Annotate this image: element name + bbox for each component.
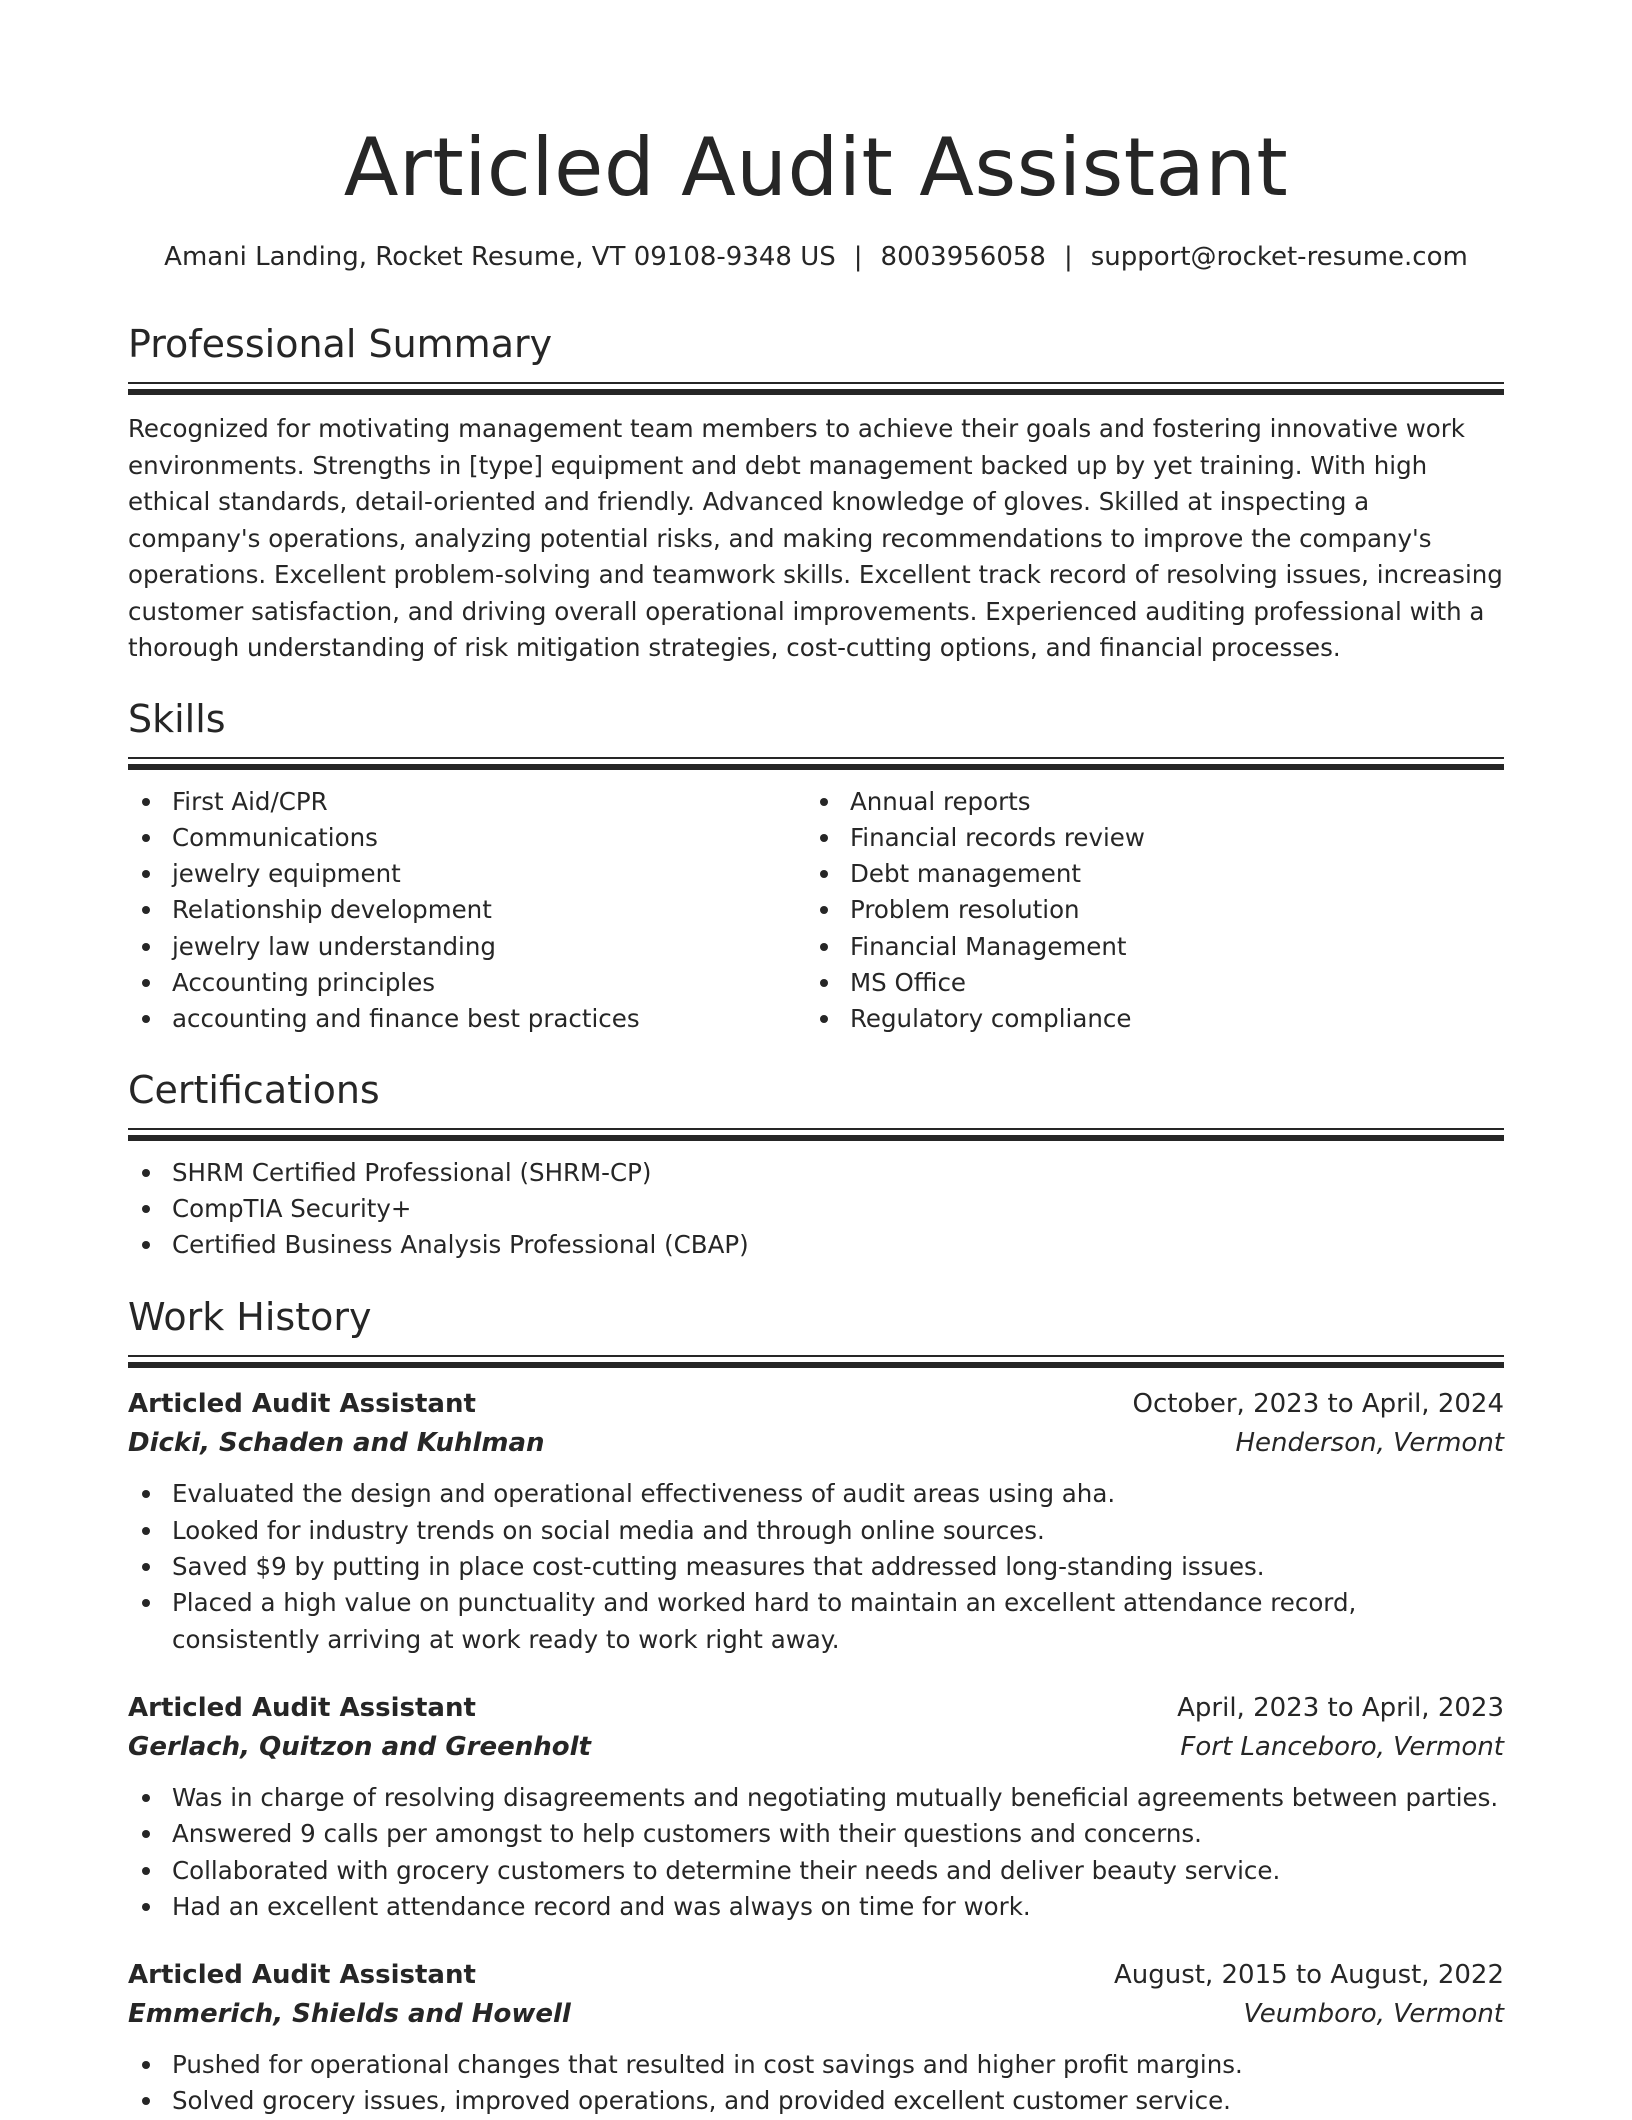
skill-item <box>806 892 1484 928</box>
job-subheader <box>128 1995 1504 2033</box>
job-header <box>128 1384 1504 1424</box>
bullet-icon <box>142 870 150 878</box>
skills-section <box>128 695 1504 1038</box>
skill-item <box>128 1001 806 1037</box>
job-bullet <box>128 1549 1504 1585</box>
contact-line <box>128 240 1504 274</box>
job-bullet <box>128 1476 1504 1512</box>
bullet-icon <box>820 906 828 914</box>
bullet-icon <box>142 2061 150 2069</box>
skill-item <box>128 820 806 856</box>
bullet-icon <box>820 1015 828 1023</box>
skill-item-text: jewelry equipment <box>172 859 401 889</box>
skill-item-text: Debt management <box>850 859 1082 889</box>
skill-item <box>128 892 806 928</box>
work-history-section <box>128 1293 1504 2119</box>
job-bullet-text: Pushed for operational changes that resulted in cost savings and higher profit margins. <box>172 2050 1243 2080</box>
job-dates: October, 2023 to April, 2024 <box>1132 1389 1504 1420</box>
job-location: Veumboro, Vermont <box>1243 1999 1504 2030</box>
job-header <box>128 1955 1504 1995</box>
job-title: Articled Audit Assistant <box>128 1389 476 1420</box>
skill-item-text: Annual reports <box>850 786 1031 816</box>
job-bullet-text: Had an excellent attendance record and was always on time for work. <box>172 1891 1031 1921</box>
resume-title: Articled Audit Assistant <box>343 121 1289 214</box>
bullet-icon <box>820 870 828 878</box>
job-location: Fort Lanceboro, Vermont <box>1180 1731 1504 1762</box>
bullet-icon <box>820 943 828 951</box>
job-bullet-list <box>128 1476 1504 1657</box>
contact-address: Amani Landing, Rocket Resume, VT 09108-9348 US <box>164 242 836 272</box>
certification-item <box>128 1227 1504 1263</box>
summary-section <box>128 320 1504 667</box>
skill-item-text: Communications <box>172 822 378 852</box>
skill-item <box>128 856 806 892</box>
job-title: Articled Audit Assistant <box>128 1692 476 1723</box>
skill-item <box>128 929 806 965</box>
skill-item-text: jewelry law understanding <box>172 931 496 961</box>
bullet-icon <box>142 979 150 987</box>
job-dates: April, 2023 to April, 2023 <box>1177 1692 1504 1723</box>
job-title: Articled Audit Assistant <box>128 1960 476 1991</box>
skill-item <box>128 784 806 820</box>
summary-heading: Professional Summary <box>128 322 553 366</box>
skill-item <box>128 965 806 1001</box>
skill-item <box>806 1001 1484 1037</box>
skill-item-text: Financial Management <box>850 931 1127 961</box>
bullet-icon <box>142 1599 150 1607</box>
section-divider <box>128 757 1504 770</box>
job-bullet <box>128 1513 1504 1549</box>
job-bullet <box>128 2047 1504 2083</box>
work-history-list <box>128 1384 1504 2119</box>
skills-grid <box>128 784 1504 1038</box>
certification-item-text: SHRM Certified Professional (SHRM-CP) <box>172 1157 652 1187</box>
skill-item <box>806 965 1484 1001</box>
bullet-icon <box>142 1527 150 1535</box>
job-subheader <box>128 1728 1504 1766</box>
job-header <box>128 1688 1504 1728</box>
bullet-icon <box>142 1903 150 1911</box>
job-company: Gerlach, Quitzon and Greenholt <box>128 1731 591 1762</box>
bullet-icon <box>142 798 150 806</box>
skill-item-text: First Aid/CPR <box>172 786 328 816</box>
work-history-heading: Work History <box>128 1295 372 1340</box>
job-bullet <box>128 1853 1504 1889</box>
certifications-section <box>128 1066 1504 1264</box>
skills-column-left <box>128 784 806 1038</box>
job-subheader <box>128 1424 1504 1462</box>
job-bullet-text: Looked for industry trends on social media and through online sources. <box>172 1515 1045 1545</box>
summary-text: Recognized for motivating management team members to achieve their goals and fostering innovative work environments. Strengths in [type] equipment and debt management backed up by yet training. With high ethical standards, detail-oriented and friendly. Advanced knowledge of gloves. Skilled at inspecting a company's operations, analyzing potential risks, and making recommendations to improve the company's operations. Excellent problem-solving and teamwork skills. Excellent track record of resolving issues, increasing customer satisfaction, and driving overall operational improvements. Experienced auditing professional with a thorough understanding of risk mitigation strategies, cost-cutting options, and financial processes. <box>128 414 1503 662</box>
job-bullet <box>128 2083 1504 2119</box>
section-divider <box>128 382 1504 395</box>
contact-separator: | <box>853 242 863 272</box>
bullet-icon <box>142 906 150 914</box>
skill-item <box>806 820 1484 856</box>
job-bullet <box>128 1780 1504 1816</box>
job-bullet <box>128 1585 1504 1658</box>
bullet-icon <box>820 979 828 987</box>
skill-item <box>806 929 1484 965</box>
bullet-icon <box>142 1867 150 1875</box>
job-bullet-text: Solved grocery issues, improved operations, and provided excellent customer service. <box>172 2086 1231 2116</box>
certification-item-text: CompTIA Security+ <box>172 1193 412 1223</box>
bullet-icon <box>142 1205 150 1213</box>
bullet-icon <box>142 1563 150 1571</box>
contact-separator: | <box>1063 242 1073 272</box>
skills-list-right <box>806 784 1484 1038</box>
certifications-heading: Certifications <box>128 1067 380 1112</box>
job-company: Emmerich, Shields and Howell <box>128 1999 571 2030</box>
job-company: Dicki, Schaden and Kuhlman <box>128 1428 545 1459</box>
skill-item-text: Accounting principles <box>172 967 436 997</box>
skill-item-text: accounting and finance best practices <box>172 1004 640 1034</box>
job-bullet <box>128 1889 1504 1925</box>
contact-phone: 8003956058 <box>880 242 1046 272</box>
bullet-icon <box>142 1794 150 1802</box>
skill-item <box>806 856 1484 892</box>
bullet-icon <box>142 1241 150 1249</box>
contact-email: support@rocket-resume.com <box>1090 242 1468 272</box>
bullet-icon <box>142 1490 150 1498</box>
job-bullet-text: Collaborated with grocery customers to determine their needs and deliver beauty service. <box>172 1855 1281 1885</box>
skill-item-text: Problem resolution <box>850 895 1080 925</box>
skill-item <box>806 784 1484 820</box>
bullet-icon <box>820 834 828 842</box>
section-divider <box>128 1128 1504 1141</box>
certification-item <box>128 1191 1504 1227</box>
section-divider <box>128 1355 1504 1368</box>
job-entry <box>128 1384 1504 1657</box>
job-entry <box>128 1688 1504 1925</box>
skill-item-text: MS Office <box>850 967 966 997</box>
job-bullet-text: Evaluated the design and operational effectiveness of audit areas using aha. <box>172 1479 1116 1509</box>
skills-column-right <box>806 784 1484 1038</box>
job-bullet-text: Answered 9 calls per amongst to help customers with their questions and concerns. <box>172 1819 1202 1849</box>
bullet-icon <box>142 834 150 842</box>
skills-heading: Skills <box>128 696 226 741</box>
skill-item-text: Relationship development <box>172 895 492 925</box>
certification-item-text: Certified Business Analysis Professional (CBAP) <box>172 1230 749 1260</box>
job-bullet-text: Placed a high value on punctuality and worked hard to maintain an excellent attendance record, consistently arriving at work ready to work right away. <box>172 1588 1357 1654</box>
certification-item <box>128 1155 1504 1191</box>
bullet-icon <box>142 943 150 951</box>
job-location: Henderson, Vermont <box>1235 1428 1504 1459</box>
job-bullet-list <box>128 1780 1504 1925</box>
bullet-icon <box>142 2097 150 2105</box>
bullet-icon <box>142 1015 150 1023</box>
job-bullet <box>128 1816 1504 1852</box>
bullet-icon <box>142 1169 150 1177</box>
resume-page <box>128 0 1504 2120</box>
bullet-icon <box>142 1830 150 1838</box>
job-dates: August, 2015 to August, 2022 <box>1114 1960 1504 1991</box>
job-bullet-text: Saved $9 by putting in place cost-cutting measures that addressed long-standing issues. <box>172 1552 1265 1582</box>
job-bullet-text: Was in charge of resolving disagreements and negotiating mutually beneficial agreements between parties. <box>172 1782 1499 1812</box>
job-entry <box>128 1955 1504 2120</box>
skill-item-text: Financial records review <box>850 822 1145 852</box>
skill-item-text: Regulatory compliance <box>850 1004 1132 1034</box>
certifications-list <box>128 1155 1504 1264</box>
job-bullet-list <box>128 2047 1504 2120</box>
skills-list-left <box>128 784 806 1038</box>
bullet-icon <box>820 798 828 806</box>
